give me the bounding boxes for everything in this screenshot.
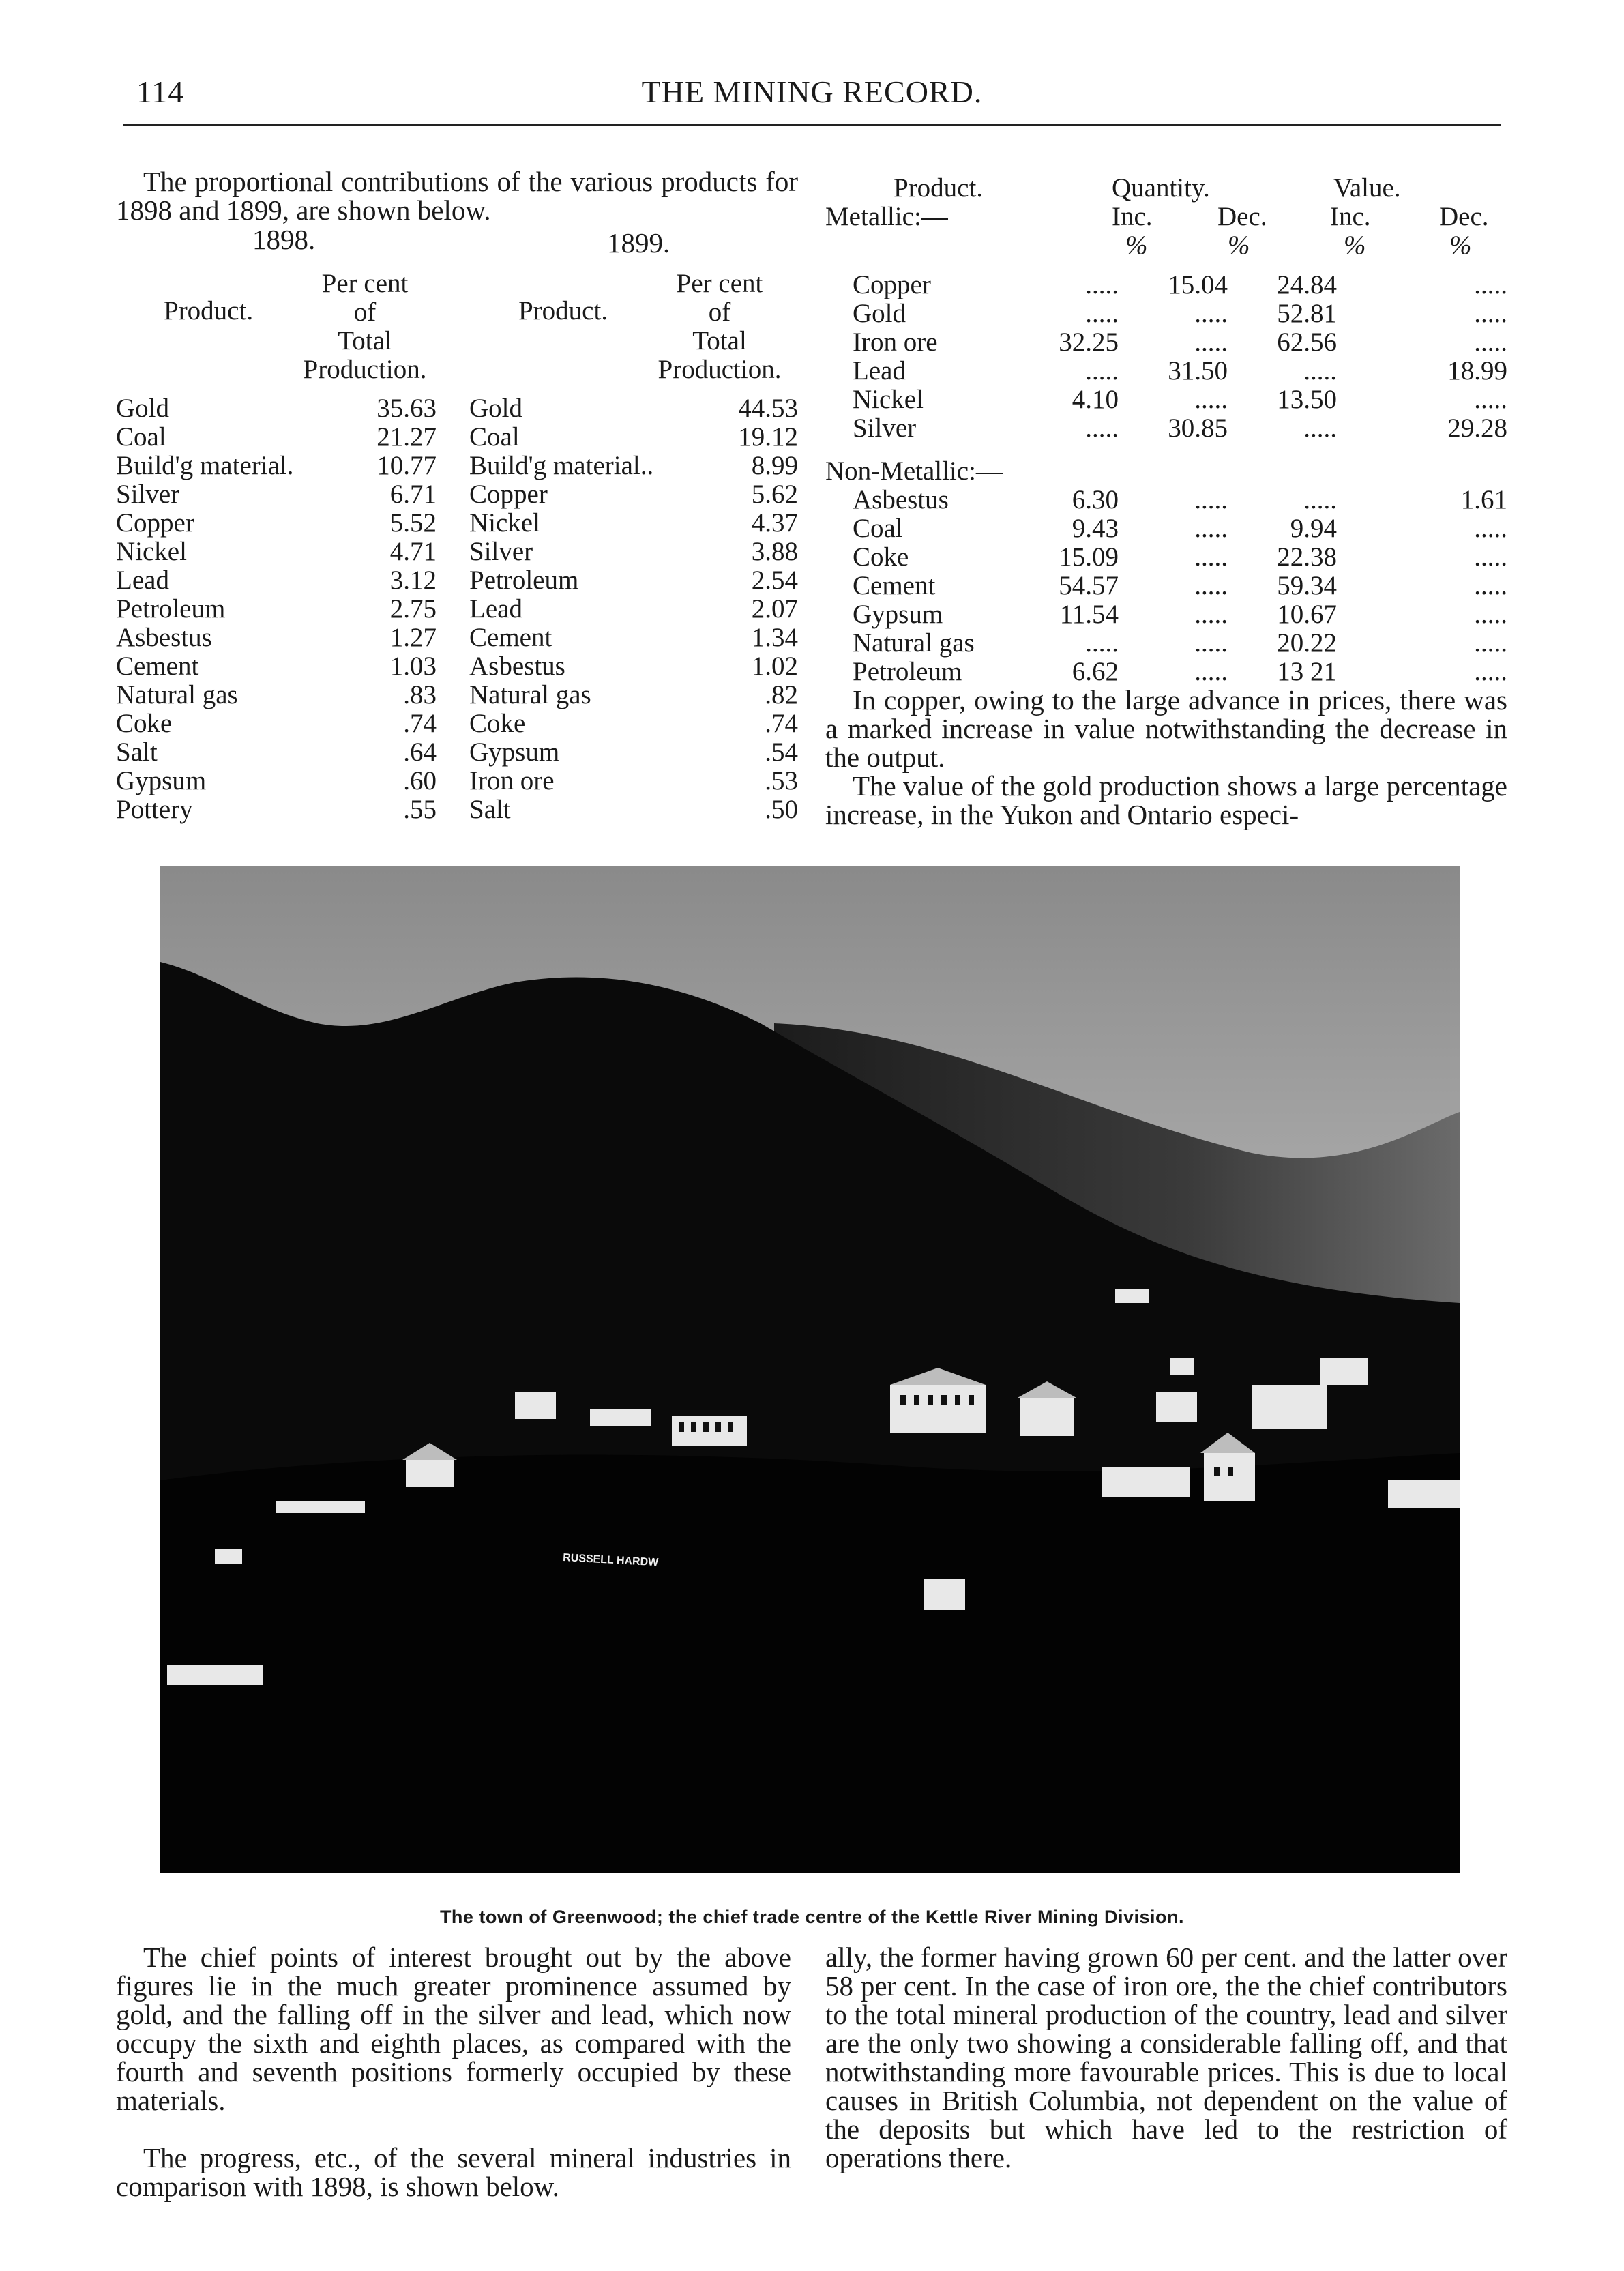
- t1898-row: [116, 452, 437, 480]
- t1898-product-name: Pottery: [116, 795, 197, 824]
- ct-metallic-q-dec-cell: 30.85: [1168, 413, 1228, 443]
- ct-nonmetallic-v-inc-cell: 9.94: [1290, 514, 1337, 543]
- intro-paragraph: [116, 167, 798, 224]
- ct-nonmetallic-product-name: Gypsum: [853, 600, 943, 629]
- t1898-row: [116, 624, 437, 652]
- ct-nonmetallic-v-dec-cell: .....: [1474, 542, 1507, 572]
- greenwood-photograph: [160, 866, 1460, 1873]
- photo-caption: The town of Greenwood; the chief trade centre of the Kettle River Mining Division.: [439, 1907, 1185, 1927]
- t1898-product-name: Cement: [116, 652, 203, 681]
- t1898-percent-value: 1.27: [389, 623, 437, 652]
- ct-q-inc: Inc.: [1112, 202, 1153, 231]
- t1899-percent-value: .50: [765, 795, 798, 824]
- year-1899-heading: 1899.: [607, 227, 670, 259]
- gold-paragraph: The value of the gold production shows a large percentage increase, in the Yukon and Ontario especi-: [825, 770, 1507, 830]
- iron-ore-paragraph: ally, the former having grown 60 per cent. and the latter over 58 per cent. In the case of iron ore, the the chief contributors to the total mineral production of the country, lead and silver are the only two showing a considerable falling off, and that notwithstanding more favourable prices. This is due to local causes in British Columbia, not dependent on the value of the deposits but which have led to the restriction of operations there.: [825, 1942, 1507, 2173]
- ct-q-inc-pct: %: [1125, 231, 1148, 260]
- t1898-product-header: Product.: [164, 296, 254, 325]
- t1899-product-name: Nickel: [469, 509, 544, 538]
- ct-nonmetallic-q-inc-cell: 11.54: [1059, 600, 1119, 629]
- t1898-percent-value: 6.71: [389, 480, 437, 509]
- ct-quantity-header: Quantity.: [1112, 173, 1210, 203]
- t1898-percent-header: [286, 269, 443, 384]
- running-title: THE MINING RECORD.: [641, 74, 983, 109]
- table-1898: [116, 394, 437, 824]
- t1899-percent-value: .74: [765, 709, 798, 738]
- t1899-product-name: Cement: [469, 624, 556, 652]
- t1899-row: [469, 452, 798, 480]
- table-1899: [469, 394, 798, 824]
- bottom-left-text: [116, 1943, 791, 2201]
- ct-nonmetallic-v-dec-cell: .....: [1474, 628, 1507, 658]
- t1899-row: [469, 738, 798, 767]
- ct-metallic-product-name: Nickel: [853, 385, 924, 414]
- t1898-row: [116, 795, 437, 824]
- t1898-product-name: Nickel: [116, 538, 191, 566]
- ct-v-inc-pct: %: [1344, 231, 1366, 260]
- ct-nonmetallic-v-inc-cell: 20.22: [1277, 628, 1337, 658]
- ct-nonmetallic-row: [825, 486, 1507, 514]
- ct-metallic-q-dec-cell: .....: [1194, 327, 1228, 357]
- photo-valley-floor: [160, 1453, 1460, 1873]
- t1898-percent-value: 21.27: [377, 422, 437, 452]
- ct-metallic-product-name: Lead: [853, 356, 906, 385]
- t1898-product-name: Salt: [116, 738, 162, 767]
- t1898-ph-2: of: [353, 297, 377, 327]
- t1898-row: [116, 480, 437, 509]
- change-table-nonmetallic: [825, 486, 1507, 686]
- ct-nonmetallic-row: [825, 543, 1507, 572]
- t1899-ph-4: Production.: [658, 355, 782, 384]
- ct-metallic-row: [825, 328, 1507, 357]
- t1898-row: [116, 423, 437, 452]
- ct-metallic-product-name: Iron ore: [853, 327, 938, 357]
- t1898-percent-value: .55: [403, 795, 437, 824]
- t1898-row: [116, 394, 437, 423]
- t1898-percent-value: .74: [403, 709, 437, 738]
- t1899-row: [469, 595, 798, 624]
- t1898-row: [116, 538, 437, 566]
- ct-metallic-q-inc-cell: .....: [1085, 299, 1119, 328]
- t1898-row: [116, 509, 437, 538]
- ct-value-header: Value.: [1333, 173, 1401, 203]
- t1898-row: [116, 709, 437, 738]
- t1898-product-name: Gypsum: [116, 767, 210, 795]
- ct-nonmetallic-q-dec-cell: .....: [1194, 600, 1228, 629]
- t1899-ph-2: of: [708, 297, 731, 327]
- t1899-product-name: Natural gas: [469, 681, 595, 709]
- ct-v-dec-pct: %: [1449, 231, 1472, 260]
- t1898-product-name: Copper: [116, 509, 198, 538]
- change-table-metallic: [825, 271, 1507, 443]
- ct-metallic-product-name: Gold: [853, 299, 906, 328]
- t1898-row: [116, 681, 437, 709]
- ct-metallic-q-dec-cell: 31.50: [1168, 356, 1228, 385]
- t1899-product-name: Gold: [469, 394, 527, 423]
- ct-nonmetallic-row: [825, 600, 1507, 629]
- ct-nonmetallic-v-inc-cell: 10.67: [1277, 600, 1337, 629]
- t1899-product-name: Gypsum: [469, 738, 563, 767]
- ct-metallic-q-inc-cell: .....: [1085, 356, 1119, 385]
- ct-metallic-row: [825, 299, 1507, 328]
- t1899-row: [469, 509, 798, 538]
- t1898-product-name: Petroleum: [116, 595, 229, 624]
- t1899-percent-value: .82: [765, 680, 798, 709]
- t1899-percent-value: 8.99: [751, 451, 798, 480]
- t1898-percent-value: 5.52: [389, 508, 437, 538]
- progress-paragraph: The progress, etc., of the several mineral industries in comparison with 1898, is shown below.: [116, 2142, 791, 2202]
- ct-metallic-v-inc-cell: .....: [1303, 413, 1337, 443]
- ct-nonmetallic-v-dec-cell: .....: [1474, 657, 1507, 686]
- ct-nonmetallic-q-dec-cell: .....: [1194, 542, 1228, 572]
- ct-metallic-v-dec-cell: 29.28: [1447, 413, 1507, 443]
- t1898-percent-value: 35.63: [377, 394, 437, 423]
- t1899-percent-value: .53: [765, 766, 798, 795]
- ct-metallic-v-dec-cell: .....: [1474, 270, 1507, 299]
- t1899-percent-value: 1.34: [751, 623, 798, 652]
- ct-nonmetallic-v-inc-cell: 59.34: [1277, 571, 1337, 600]
- ct-metallic-v-inc-cell: 62.56: [1277, 327, 1337, 357]
- t1898-product-name: Gold: [116, 394, 173, 423]
- ct-metallic-v-dec-cell: .....: [1474, 299, 1507, 328]
- t1899-percent-value: .54: [765, 737, 798, 767]
- t1899-row: [469, 423, 798, 452]
- ct-nonmetallic-v-inc-cell: 13 21: [1277, 657, 1337, 686]
- ct-nonmetallic-row: [825, 572, 1507, 600]
- ct-nonmetallic-q-inc-cell: 6.62: [1072, 657, 1119, 686]
- t1898-product-name: Asbestus: [116, 624, 216, 652]
- t1898-product-name: Natural gas: [116, 681, 242, 709]
- ct-metallic-v-inc-cell: 13.50: [1277, 385, 1337, 414]
- t1899-row: [469, 681, 798, 709]
- bottom-right-text: [825, 1943, 1507, 2172]
- t1898-ph-3: Total: [338, 326, 392, 355]
- ct-metallic-v-inc-cell: 24.84: [1277, 270, 1337, 299]
- t1898-product-name: Coke: [116, 709, 176, 738]
- greenwood-photo-illustration: [160, 866, 1460, 1873]
- ct-nonmetallic-q-inc-cell: 6.30: [1072, 485, 1119, 514]
- t1899-ph-3: Total: [692, 326, 747, 355]
- t1899-percent-value: 44.53: [738, 394, 798, 423]
- t1899-product-name: Salt: [469, 795, 515, 824]
- t1899-product-name: Lead: [469, 595, 527, 624]
- t1899-percent-value: 2.54: [751, 566, 798, 595]
- t1899-product-header: Product.: [518, 296, 608, 325]
- ct-metallic-q-dec-cell: .....: [1194, 385, 1228, 414]
- ct-nonmetallic-product-name: Coal: [853, 514, 903, 543]
- ct-nonmetallic-product-name: Petroleum: [853, 657, 962, 686]
- ct-nonmetallic-product-name: Natural gas: [853, 628, 975, 658]
- ct-metallic-q-inc-cell: .....: [1085, 413, 1119, 443]
- t1899-product-name: Asbestus: [469, 652, 570, 681]
- t1899-product-name: Coke: [469, 709, 529, 738]
- ct-metallic-v-inc-cell: .....: [1303, 356, 1337, 385]
- ct-nonmetallic-q-inc-cell: .....: [1085, 628, 1119, 658]
- ct-nonmetallic-q-dec-cell: .....: [1194, 485, 1228, 514]
- photo-store-sign: RUSSELL HARDW: [562, 1552, 659, 1569]
- ct-metallic-q-inc-cell: 4.10: [1072, 385, 1119, 414]
- ct-metallic-row: [825, 357, 1507, 385]
- t1899-row: [469, 652, 798, 681]
- t1899-product-name: Copper: [469, 480, 552, 509]
- right-upper-text: [825, 686, 1507, 829]
- t1899-product-name: Build'g material..: [469, 452, 658, 480]
- ct-nonmetallic-v-dec-cell: .....: [1474, 571, 1507, 600]
- t1899-product-name: Coal: [469, 423, 524, 452]
- t1899-row: [469, 566, 798, 595]
- t1898-row: [116, 595, 437, 624]
- ct-metallic-label: Metallic:—: [825, 202, 948, 231]
- t1898-percent-value: .60: [403, 766, 437, 795]
- year-1898-heading: 1898.: [252, 224, 316, 255]
- t1898-percent-value: .64: [403, 737, 437, 767]
- ct-nonmetallic-row: [825, 514, 1507, 543]
- t1899-product-name: Iron ore: [469, 767, 559, 795]
- t1898-percent-value: .83: [403, 680, 437, 709]
- t1898-product-name: Silver: [116, 480, 183, 509]
- ct-nonmetallic-q-dec-cell: .....: [1194, 657, 1228, 686]
- ct-metallic-v-inc-cell: 52.81: [1277, 299, 1337, 328]
- ct-metallic-q-dec-cell: .....: [1194, 299, 1228, 328]
- t1898-row: [116, 652, 437, 681]
- t1898-product-name: Build'g material.: [116, 452, 297, 480]
- ct-nonmetallic-row: [825, 658, 1507, 686]
- ct-nonmetallic-product-name: Coke: [853, 542, 909, 572]
- ct-metallic-q-inc-cell: .....: [1085, 270, 1119, 299]
- ct-v-dec: Dec.: [1439, 202, 1489, 231]
- t1899-percent-header: [641, 269, 798, 384]
- ct-nonmetallic-v-dec-cell: 1.61: [1460, 485, 1507, 514]
- ct-metallic-q-inc-cell: 32.25: [1059, 327, 1119, 357]
- t1898-product-name: Coal: [116, 423, 171, 452]
- ct-nonmetallic-q-inc-cell: 54.57: [1059, 571, 1119, 600]
- ct-nonmetallic-product-name: Cement: [853, 571, 936, 600]
- t1898-percent-value: 4.71: [389, 537, 437, 566]
- t1898-ph-4: Production.: [303, 355, 427, 384]
- ct-nonmetallic-q-inc-cell: 9.43: [1072, 514, 1119, 543]
- t1899-percent-value: 4.37: [751, 508, 798, 538]
- ct-nonmetallic-q-inc-cell: 15.09: [1059, 542, 1119, 572]
- t1899-row: [469, 480, 798, 509]
- header-rule: [123, 124, 1501, 126]
- ct-metallic-product-name: Copper: [853, 270, 931, 299]
- t1898-percent-value: 10.77: [377, 451, 437, 480]
- ct-product-header: Product.: [894, 173, 984, 203]
- ct-q-dec: Dec.: [1217, 202, 1267, 231]
- t1899-percent-value: 5.62: [751, 480, 798, 509]
- ct-nonmetallic-row: [825, 629, 1507, 658]
- ct-metallic-q-dec-cell: 15.04: [1168, 270, 1228, 299]
- ct-metallic-row: [825, 414, 1507, 443]
- t1899-row: [469, 767, 798, 795]
- t1899-percent-value: 3.88: [751, 537, 798, 566]
- t1898-percent-value: 1.03: [389, 651, 437, 681]
- t1898-percent-value: 2.75: [389, 594, 437, 624]
- change-table-header: [825, 174, 1507, 269]
- t1899-percent-value: 19.12: [738, 422, 798, 452]
- ct-metallic-v-dec-cell: .....: [1474, 385, 1507, 414]
- chief-points-paragraph: The chief points of interest brought out by the above figures lie in the much greater prominence assumed by gold, and the falling off in the silver and lead, which now occupy the sixth and eighth places, as compared with the fourth and seventh positions formerly occupied by these materials.: [116, 1942, 791, 2116]
- ct-q-dec-pct: %: [1228, 231, 1250, 260]
- ct-nonmetallic-product-name: Asbestus: [853, 485, 949, 514]
- t1899-percent-value: 1.02: [751, 651, 798, 681]
- t1899-ph-1: Per cent: [676, 269, 763, 298]
- ct-nonmetallic-q-dec-cell: .....: [1194, 514, 1228, 543]
- t1899-row: [469, 538, 798, 566]
- t1898-ph-1: Per cent: [321, 269, 409, 298]
- page-number: 114: [136, 74, 185, 109]
- t1899-product-name: Petroleum: [469, 566, 582, 595]
- ct-v-inc: Inc.: [1330, 202, 1371, 231]
- t1899-row: [469, 709, 798, 738]
- ct-metallic-row: [825, 385, 1507, 414]
- t1898-row: [116, 738, 437, 767]
- ct-metallic-row: [825, 271, 1507, 299]
- ct-nonmetallic-label: Non-Metallic:—: [825, 456, 1003, 486]
- t1899-product-name: Silver: [469, 538, 537, 566]
- ct-metallic-product-name: Silver: [853, 413, 917, 443]
- t1898-row: [116, 767, 437, 795]
- t1899-row: [469, 795, 798, 824]
- t1899-row: [469, 394, 798, 423]
- ct-metallic-v-dec-cell: 18.99: [1447, 356, 1507, 385]
- ct-metallic-v-dec-cell: .....: [1474, 327, 1507, 357]
- ct-nonmetallic-v-dec-cell: .....: [1474, 600, 1507, 629]
- t1898-percent-value: 3.12: [389, 566, 437, 595]
- ct-nonmetallic-q-dec-cell: .....: [1194, 571, 1228, 600]
- copper-paragraph: In copper, owing to the large advance in prices, there was a marked increase in value notwithstanding the decrease in the output.: [825, 684, 1507, 773]
- t1899-percent-value: 2.07: [751, 594, 798, 624]
- t1898-row: [116, 566, 437, 595]
- intro-text: The proportional contributions of the various products for 1898 and 1899, are shown below.: [116, 166, 798, 226]
- ct-nonmetallic-v-inc-cell: .....: [1303, 485, 1337, 514]
- t1898-product-name: Lead: [116, 566, 173, 595]
- ct-nonmetallic-v-inc-cell: 22.38: [1277, 542, 1337, 572]
- ct-nonmetallic-v-dec-cell: .....: [1474, 514, 1507, 543]
- t1899-row: [469, 624, 798, 652]
- ct-nonmetallic-q-dec-cell: .....: [1194, 628, 1228, 658]
